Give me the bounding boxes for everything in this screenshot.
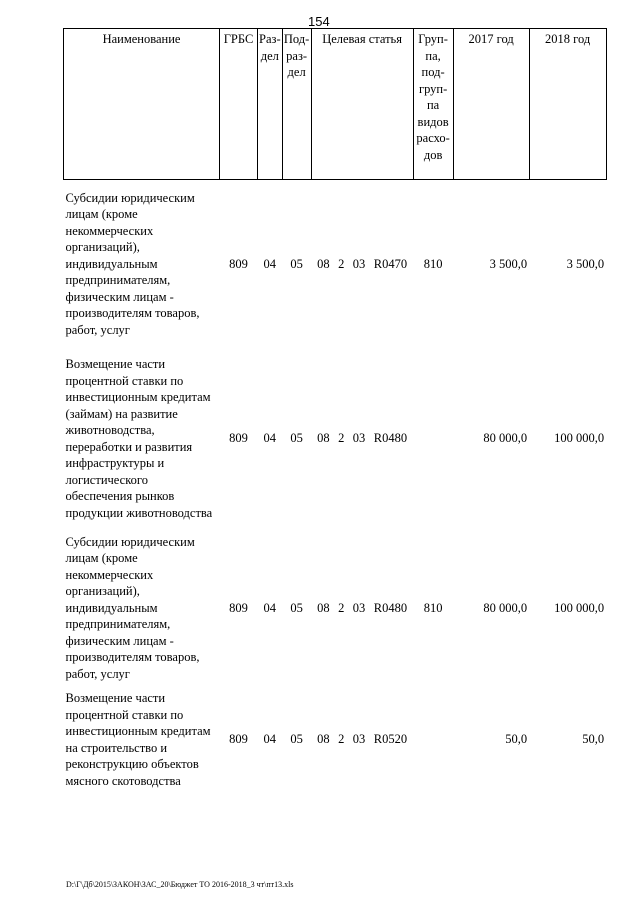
- target-subprogram: 2: [338, 431, 345, 446]
- row-razdel: 04: [263, 732, 277, 747]
- row-target: [311, 348, 413, 530]
- target-subprogram: 2: [338, 732, 345, 747]
- header-podrazdel: Под-раз-дел: [282, 29, 311, 180]
- row-2018: 100 000,0: [554, 431, 605, 446]
- target-code: R0520: [373, 732, 408, 747]
- row-grbs: 809: [229, 256, 248, 271]
- row-razdel: 04: [263, 256, 277, 271]
- row-target: [311, 686, 413, 793]
- header-2018: 2018 год: [529, 29, 606, 180]
- row-grbs: 809: [229, 732, 248, 747]
- row-razdel: 04: [263, 600, 277, 615]
- row-2018: 50,0: [582, 732, 605, 747]
- row-grbs: 809: [229, 600, 248, 615]
- target-event: 03: [352, 600, 366, 615]
- file-path-footer: D:\Г\Дб\2015\ЗАКОН\ЗАС_20\Бюджет ТО 2016-2018_3 чт\пт13.xls: [66, 880, 294, 889]
- header-group: Груп-па, под-груп-па видов расхо-дов: [413, 29, 453, 180]
- target-subprogram: 2: [338, 256, 345, 271]
- row-2017: 50,0: [505, 732, 528, 747]
- target-program: 08: [317, 431, 330, 446]
- target-code: R0470: [373, 256, 408, 271]
- row-target: [311, 530, 413, 687]
- header-2017: 2017 год: [453, 29, 529, 180]
- row-podrazdel: 05: [290, 431, 303, 446]
- table-header: [64, 29, 607, 180]
- row-group: [413, 348, 453, 530]
- row-2017: 80 000,0: [483, 600, 528, 615]
- row-podrazdel: 05: [290, 256, 303, 271]
- table-row: [64, 686, 607, 793]
- row-2018: 3 500,0: [566, 256, 605, 271]
- row-podrazdel: 05: [290, 732, 303, 747]
- row-target: [311, 180, 413, 348]
- row-name: Субсидии юридическим лицам (кроме некоммерческих организаций), индивидуальным предпринимателям, физическим лицам - производителям товаров, работ, услуг: [65, 190, 200, 337]
- header-grbs: ГРБС: [220, 29, 258, 180]
- row-2017: 80 000,0: [483, 431, 528, 446]
- row-razdel: 04: [263, 431, 277, 446]
- row-name: Субсидии юридическим лицам (кроме некоммерческих организаций), индивидуальным предпринимателям, физическим лицам - производителям товаров, работ, услуг: [65, 534, 200, 681]
- table-row: [64, 348, 607, 530]
- row-name: Возмещение части процентной ставки по инвестиционным кредитам на строительство и реконструкцию объектов мясного скотоводства: [65, 691, 211, 788]
- target-code: R0480: [373, 600, 408, 615]
- target-event: 03: [352, 256, 366, 271]
- row-2018: 100 000,0: [554, 600, 605, 615]
- row-grbs: 809: [229, 431, 248, 446]
- target-event: 03: [352, 732, 366, 747]
- target-program: 08: [317, 600, 330, 615]
- header-name: Наименование: [64, 29, 220, 180]
- target-subprogram: 2: [338, 600, 345, 615]
- header-target: Целевая статья: [311, 29, 413, 180]
- page-number: 154: [308, 14, 330, 29]
- target-code: R0480: [373, 431, 408, 446]
- row-group: [413, 686, 453, 793]
- target-event: 03: [352, 431, 366, 446]
- header-razdel: Раз-дел: [258, 29, 283, 180]
- budget-table: [63, 28, 607, 793]
- target-program: 08: [317, 732, 330, 747]
- row-group: 810: [423, 256, 443, 271]
- row-podrazdel: 05: [290, 600, 303, 615]
- target-program: 08: [317, 256, 330, 271]
- table-row: [64, 530, 607, 687]
- row-2017: 3 500,0: [489, 256, 528, 271]
- table-row: [64, 180, 607, 348]
- row-name: Возмещение части процентной ставки по инвестиционным кредитам (займам) на развитие животноводства, переработки и развития инфраструктуры и логистического обеспечения рынков продукции животноводства: [65, 357, 213, 520]
- row-group: 810: [423, 600, 443, 615]
